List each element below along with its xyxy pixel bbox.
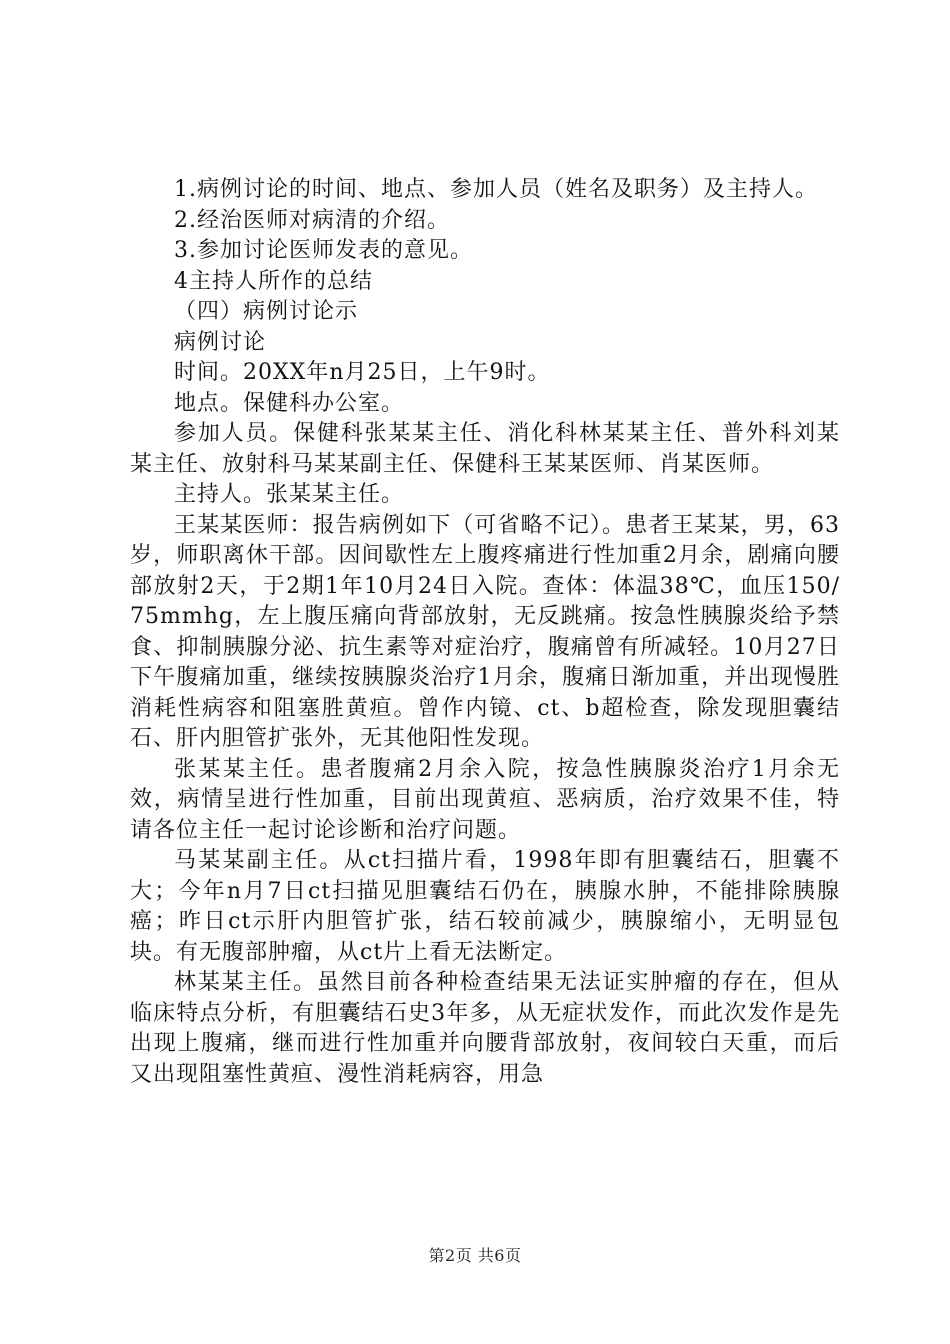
meeting-host: 主持人。张某某主任。 [174,482,405,507]
paragraph-item-4: 4主持人所作的总结 [174,268,373,294]
deputy-director-ma-paragraph: 马某某副主任。从ct扫描片看，1998年即有胆囊结石，胆囊不大；今年n月7日ct扫描见胆囊结石仍在，胰腺水肿，不能排除胰腺癌；昨日ct示肝内胆管扩张，结石较前减少，胰腺缩小，无明显包块。有无腹部肿瘤，从ct片上看无法断定。 [130,848,840,965]
meeting-time: 时间。20XX年n月25日，上午9时。 [174,360,551,385]
meeting-location: 地点。保健科办公室。 [174,390,405,416]
page-number-footer: 第2页 共6页 [428,1246,522,1265]
document-body [130,175,840,1090]
subsection-heading: 病例讨论 [174,329,267,355]
meeting-attendees: 参加人员。保健科张某某主任、消化科林某某主任、普外科刘某某主任、放射科马某某副主任、保健科王某某医师、肖某医师。 [130,421,840,477]
paragraph-item-3: 3.参加讨论医师发表的意见。 [174,238,473,263]
paragraph-item-1: 1.病例讨论的时间、地点、参加人员（姓名及职务）及主持人。 [174,177,818,202]
director-zhang-paragraph: 张某某主任。患者腹痛2月余入院，按急性胰腺炎治疗1月余无效，病情呈进行性加重，目前出现黄疸、恶病质，治疗效果不佳，特请各位主任一起讨论诊断和治疗问题。 [130,756,840,843]
director-lin-paragraph: 林某某主任。虽然目前各种检查结果无法证实肿瘤的存在，但从临床特点分析，有胆囊结石史3年多，从无症状发作，而此次发作是先出现上腹痛，继而进行性加重并向腰背部放射，夜间较白天重，而后又出现阻塞性黄疸、漫性消耗病容，用急 [130,970,840,1087]
case-report-paragraph: 王某某医师：报告病例如下（可省略不记）。患者王某某，男，63岁，师职离休干部。因间歇性左上腹疼痛进行性加重2月余，剧痛向腰部放射2天，于2期1年10月24日入院。查体：体温38℃，血压150/75mmhg，左上腹压痛向背部放射，无反跳痛。按急性胰腺炎给予禁食、抑制胰腺分泌、抗生素等对症治疗，腹痛曾有所减轻。10月27日下午腹痛加重，继续按胰腺炎治疗1月余，腹痛日渐加重，并出现慢胜消耗性病容和阻塞胜黄疸。曾作内镜、ct、b超检查，除发现胆囊结石、肝内胆管扩张外，无其他阳性发现。 [130,512,840,751]
section-heading: （四）病例讨论示 [174,299,359,324]
paragraph-item-2: 2.经治医师对病清的介绍。 [174,207,450,233]
